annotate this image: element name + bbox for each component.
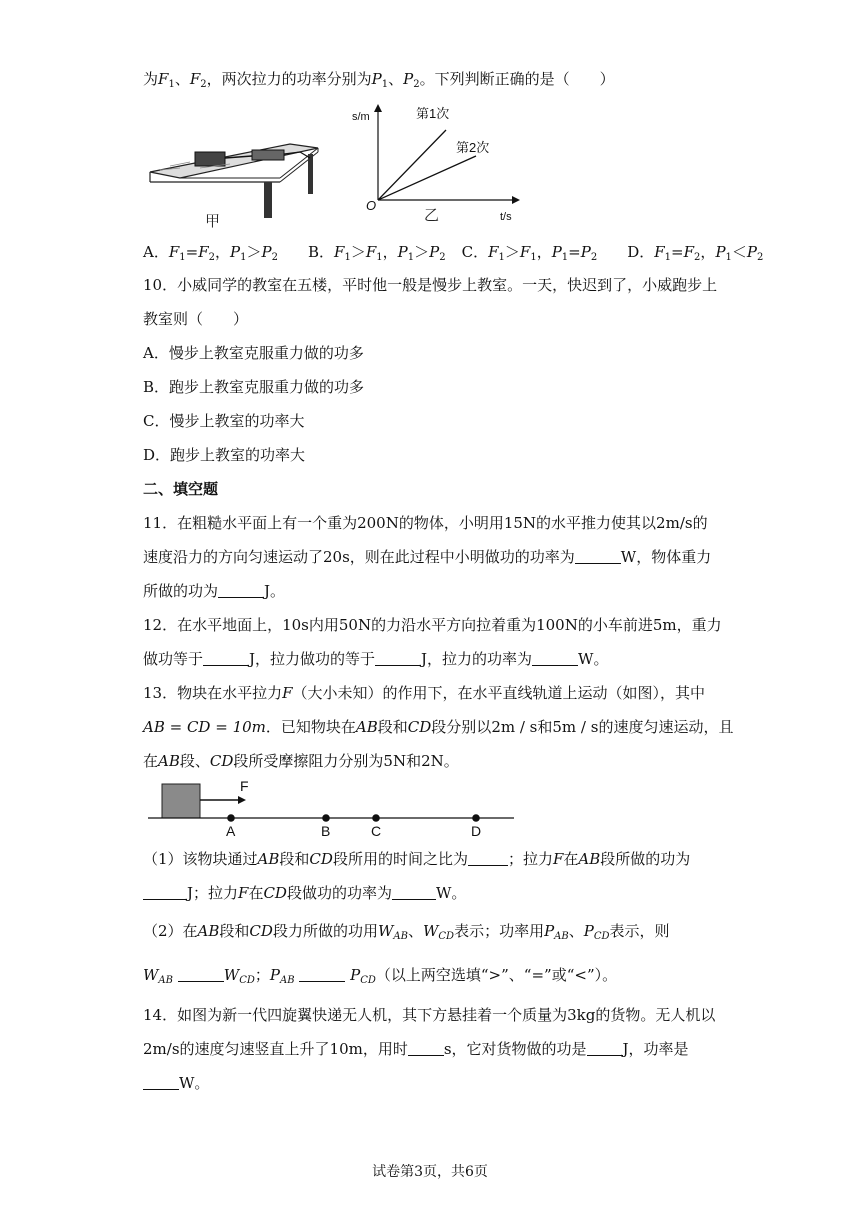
graph-origin: O (366, 198, 377, 213)
q13-blank-2[interactable] (143, 884, 187, 900)
q9-fig-jia-label: 甲 (205, 213, 221, 230)
q9-figure-yi (340, 100, 540, 228)
q12-blank-2[interactable] (375, 650, 421, 666)
q9-figure-jia (140, 132, 330, 232)
q9-options (143, 241, 763, 269)
q12-line2: 做功等于 J，拉力做功的等于 J，拉力的功率为 W。 (143, 650, 609, 668)
q9-option-c[interactable]: C．$F_1>F_1$，$P_1=P_2$ (461, 243, 598, 263)
q13-blank-5[interactable] (299, 966, 345, 982)
q14-line1: 14．如图为新一代四旋翼快递无人机，其下方悬挂着一个质量为3kg的货物。无人机以 (143, 1006, 716, 1024)
q10-option-b[interactable]: B．跑步上教室克服重力做的功多 (143, 378, 365, 396)
q13-track-figure (140, 776, 520, 842)
q12-blank-1[interactable] (203, 650, 249, 666)
q12-blank-3[interactable] (532, 650, 578, 666)
label-a: A (226, 823, 236, 839)
q13-part2-line2: $W_{AB}$ $W_{CD}$；$P_{AB}$ $P_{CD}$（以上两空选填“>”、“=”或“<”）。 (143, 966, 618, 986)
q14-blank-1[interactable] (408, 1040, 444, 1056)
q10-option-c[interactable]: C．慢步上教室的功率大 (143, 412, 305, 430)
q10-line1: 10．小威同学的教室在五楼，平时他一般是慢步上教室。一天，快迟到了，小威跑步上 (143, 276, 718, 294)
q9-fig-yi-label: 乙 (424, 207, 440, 224)
series1-line (378, 130, 446, 200)
q13-blank-1[interactable] (468, 850, 508, 866)
q9-option-a[interactable]: A．$F_1=F_2$，$P_1>P_2$ (143, 243, 278, 263)
force-label: F (240, 778, 249, 794)
q9-option-d[interactable]: D．$F_1=F_2$，$P_1<P_2$ (627, 243, 764, 263)
q12-line1: 12．在水平地面上，10s内用50N的力沿水平方向拉着重为100N的小车前进5m，重力 (143, 616, 722, 634)
q11-blank-2[interactable] (218, 582, 264, 598)
block (162, 784, 200, 818)
q14-blank-2[interactable] (587, 1040, 623, 1056)
q11-line3: 所做的功为 J。 (143, 582, 286, 600)
graph-xlabel: t/s (500, 211, 512, 223)
q13-blank-3[interactable] (392, 884, 436, 900)
page-footer: 试卷第3页，共6页 (372, 1164, 488, 1180)
q10-option-a[interactable]: A．慢步上教室克服重力做的功多 (143, 344, 364, 362)
q9-stem: 为$F_1$、$F_2$，两次拉力的功率分别为$P_1$、$P_2$。下列判断正确的是（ ） (143, 70, 615, 90)
label-d: D (471, 823, 482, 839)
q11-line2: 速度沿力的方向匀速运动了20s，则在此过程中小明做功的功率为 W，物体重力 (143, 548, 712, 566)
graph-ylabel: s/m (352, 111, 370, 123)
point-d (472, 814, 480, 822)
q13-line3: 在AB段、CD段所受摩擦阻力分别为5N和2N。 (143, 752, 459, 770)
q13-line2: AB = CD = 10m．已知物块在AB段和CD段分别以2m / s和5m / s的速度匀速运动，且 (143, 718, 734, 736)
label-b: B (321, 823, 331, 839)
series2-line (378, 156, 476, 200)
q10-option-d[interactable]: D．跑步上教室的功率大 (143, 446, 306, 464)
point-a (227, 814, 235, 822)
q9-option-b[interactable]: B．$F_1>F_1$，$P_1>P_2$ (307, 243, 446, 263)
series1-label: 第1次 (416, 106, 450, 121)
q13-part1-line1: （1）该物块通过AB段和CD段所用的时间之比为 ；拉力F在AB段所做的功为 (143, 850, 691, 868)
q11-blank-1[interactable] (575, 548, 621, 564)
point-c (372, 814, 380, 822)
section-heading: 二、填空题 (143, 480, 219, 498)
series2-label: 第2次 (456, 140, 490, 155)
q10-line2: 教室则（ ） (143, 310, 249, 328)
q14-blank-3[interactable] (143, 1074, 179, 1090)
q13-line1: 13．物块在水平拉力F（大小未知）的作用下，在水平直线轨道上运动（如图），其中 (143, 684, 706, 702)
q13-part2-line1: （2）在AB段和CD段力所做的功用$W_{AB}$、$W_{CD}$表示；功率用$P_{AB}$、$P_{CD}$表示，则 (143, 922, 670, 942)
q14-line2: 2m/s的速度匀速竖直上升了10m，用时 s，它对货物做的功是 J，功率是 (143, 1040, 689, 1058)
q14-line3: W。 (143, 1072, 209, 1094)
label-c: C (371, 823, 382, 839)
q11-line1: 11．在粗糙水平面上有一个重为200N的物体，小明用15N的水平推力使其以2m/s的 (143, 514, 708, 532)
point-b (322, 814, 330, 822)
q13-blank-4[interactable] (178, 966, 224, 982)
q13-part1-line2: J；拉力F在CD段做功的功率为 W。 (143, 882, 466, 904)
